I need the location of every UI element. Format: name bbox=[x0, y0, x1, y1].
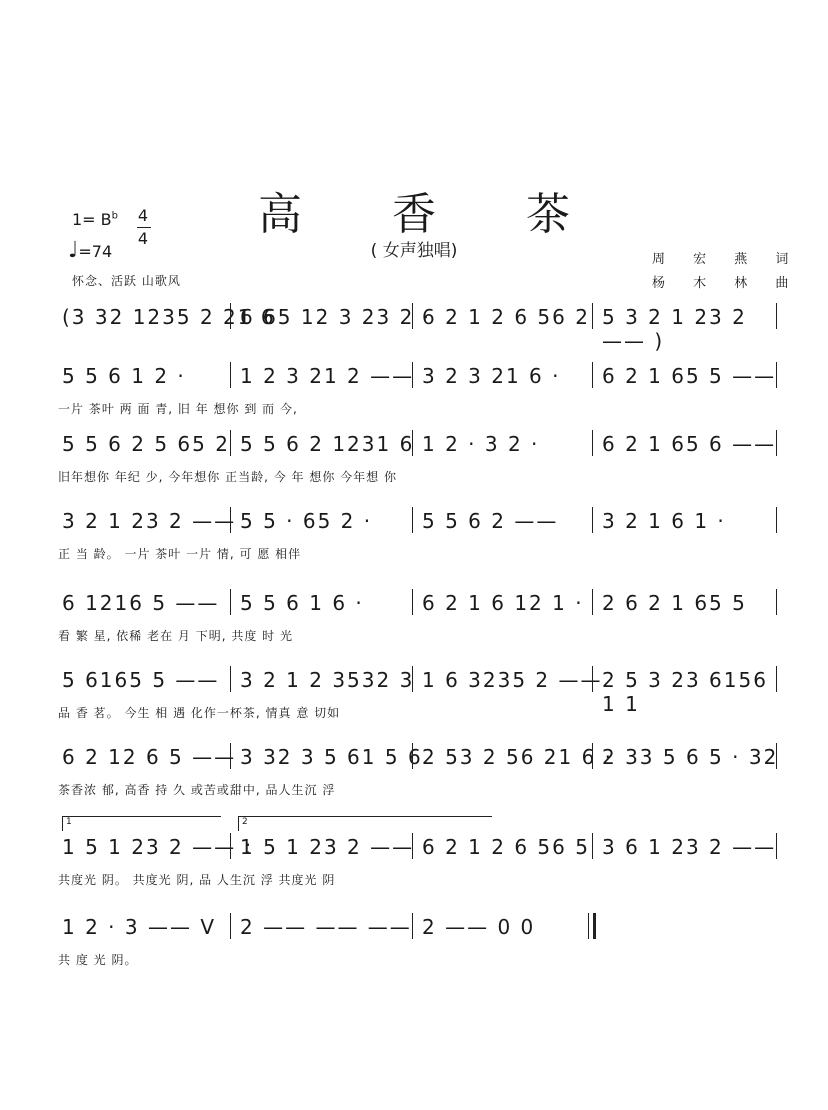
measure: 5 6165 5 —— bbox=[62, 668, 220, 692]
measure: 5 3 2 1 23 2 —— ) bbox=[602, 305, 747, 353]
volta-1-bracket: 1 bbox=[62, 816, 221, 831]
measure: 2 53 2 56 21 6 · bbox=[422, 745, 614, 769]
measure: 3 2 3 21 6 · bbox=[422, 364, 561, 388]
style-note: 怀念、活跃 山歌风 bbox=[72, 274, 181, 288]
bar-line bbox=[592, 743, 593, 769]
measure: 3 2 1 23 2 —— bbox=[62, 509, 237, 533]
measure: 6 1216 5 —— bbox=[62, 591, 220, 615]
bar-line bbox=[230, 666, 231, 692]
lyric-line: 正 当 龄。 一片 茶叶 一片 情, 可 愿 相伴 bbox=[58, 547, 302, 561]
measure: 1 2 · 3 —— V bbox=[62, 915, 216, 939]
measure: 2 33 5 6 5 · 32 bbox=[602, 745, 779, 769]
bar-line bbox=[412, 303, 413, 329]
measure: 6 65 12 3 23 2 · bbox=[240, 305, 432, 329]
bar-line bbox=[592, 430, 593, 456]
composer: 杨 木 林 曲 bbox=[652, 276, 801, 291]
bar-line bbox=[412, 362, 413, 388]
lyric-line: 茶香浓 郁, 高香 持 久 或苦或甜中, 品人生沉 浮 bbox=[58, 783, 336, 797]
measure: 5 5 6 1 2 · bbox=[62, 364, 186, 388]
bar-line bbox=[412, 913, 413, 939]
measure: 3 32 3 5 61 5 6 bbox=[240, 745, 423, 769]
measure: 3 2 1 2 3532 3 bbox=[240, 668, 415, 692]
lyric-line: 旧年想你 年纪 少, 今年想你 正当龄, 今 年 想你 今年想 你 bbox=[58, 470, 397, 484]
volta-2-bracket: 2 bbox=[238, 816, 492, 831]
quarter-note-icon: ♩ bbox=[68, 238, 79, 263]
measure: 1 2 3 21 2 —— bbox=[240, 364, 415, 388]
measure: 6 2 12 6 5 —— bbox=[62, 745, 237, 769]
bar-line bbox=[776, 589, 777, 615]
bar-line bbox=[776, 666, 777, 692]
bar-line bbox=[776, 833, 777, 859]
lyric-line: 看 繁 星, 依稀 老在 月 下明, 共度 时 光 bbox=[58, 629, 293, 643]
measure: 1 5 1 23 2 —— : bbox=[62, 835, 254, 859]
lyricist: 周 宏 燕 词 bbox=[652, 252, 801, 267]
measure: (3 32 1235 2 21 6 bbox=[62, 305, 276, 329]
measure: 2 6 2 1 65 5 bbox=[602, 591, 747, 615]
song-title: 高 香 茶 bbox=[258, 189, 608, 240]
bar-line bbox=[412, 589, 413, 615]
tempo-text: =74 bbox=[78, 242, 113, 261]
bar-line bbox=[776, 362, 777, 388]
lyric-line: 共度光 阴。 共度光 阴, 品 人生沉 浮 共度光 阴 bbox=[58, 873, 336, 887]
measure: 1 2 · 3 2 · bbox=[422, 432, 540, 456]
measure: 6 2 1 65 5 —— bbox=[602, 364, 777, 388]
measure: 6 2 1 2 6 56 5 bbox=[422, 835, 590, 859]
bar-line bbox=[592, 666, 593, 692]
bar-line bbox=[412, 430, 413, 456]
measure: 6 2 1 2 6 56 2 bbox=[422, 305, 590, 329]
measure: 3 6 1 23 2 —— bbox=[602, 835, 777, 859]
subtitle: ( 女声独唱) bbox=[370, 241, 458, 261]
measure: 1 5 1 23 2 —— bbox=[240, 835, 415, 859]
key-text: 1= B bbox=[72, 210, 112, 229]
bar-line bbox=[592, 833, 593, 859]
lyric-line: 共 度 光 阴。 bbox=[58, 953, 138, 967]
bar-line bbox=[412, 666, 413, 692]
bar-line bbox=[230, 913, 231, 939]
bar-line bbox=[230, 507, 231, 533]
key-signature bbox=[72, 210, 118, 229]
measure: 2 5 3 23 6156 1 1 bbox=[602, 668, 768, 716]
time-signature bbox=[135, 206, 151, 249]
bar-line bbox=[230, 833, 231, 859]
bar-line bbox=[412, 833, 413, 859]
measure: 5 5 6 2 1231 6 bbox=[240, 432, 415, 456]
bar-line bbox=[776, 507, 777, 533]
measure: 5 5 6 2 5 65 2 bbox=[62, 432, 230, 456]
bar-line bbox=[230, 303, 231, 329]
final-bar-line bbox=[588, 913, 596, 939]
measure: 5 5 6 1 6 · bbox=[240, 591, 364, 615]
bar-line bbox=[412, 507, 413, 533]
bar-line bbox=[592, 303, 593, 329]
bar-line bbox=[776, 430, 777, 456]
measure: 6 2 1 65 6 —— bbox=[602, 432, 777, 456]
lyric-line: 一片 茶叶 两 面 青, 旧 年 想你 到 而 今, bbox=[58, 402, 298, 416]
bar-line bbox=[592, 362, 593, 388]
bar-line bbox=[230, 362, 231, 388]
meter-top: 4 bbox=[137, 206, 149, 225]
bar-line bbox=[230, 743, 231, 769]
bar-line bbox=[412, 743, 413, 769]
flat-sign: b bbox=[111, 210, 119, 222]
measure: 5 5 · 65 2 · bbox=[240, 509, 373, 533]
measure: 5 5 6 2 —— bbox=[422, 509, 559, 533]
meter-bottom: 4 bbox=[137, 229, 149, 248]
bar-line bbox=[592, 589, 593, 615]
bar-line bbox=[776, 743, 777, 769]
bar-line bbox=[230, 430, 231, 456]
tempo-marking bbox=[68, 238, 112, 263]
measure: 3 2 1 6 1 · bbox=[602, 509, 726, 533]
measure: 2 —— 0 0 bbox=[422, 915, 536, 939]
measure: 6 2 1 6 12 1 · bbox=[422, 591, 584, 615]
measure: 1 6 3235 2 —— bbox=[422, 668, 603, 692]
bar-line bbox=[776, 303, 777, 329]
bar-line bbox=[592, 507, 593, 533]
lyric-line: 品 香 茗。 今生 相 遇 化作一杯茶, 情真 意 切如 bbox=[58, 706, 341, 720]
measure: 2 —— —— —— bbox=[240, 915, 412, 939]
bar-line bbox=[230, 589, 231, 615]
